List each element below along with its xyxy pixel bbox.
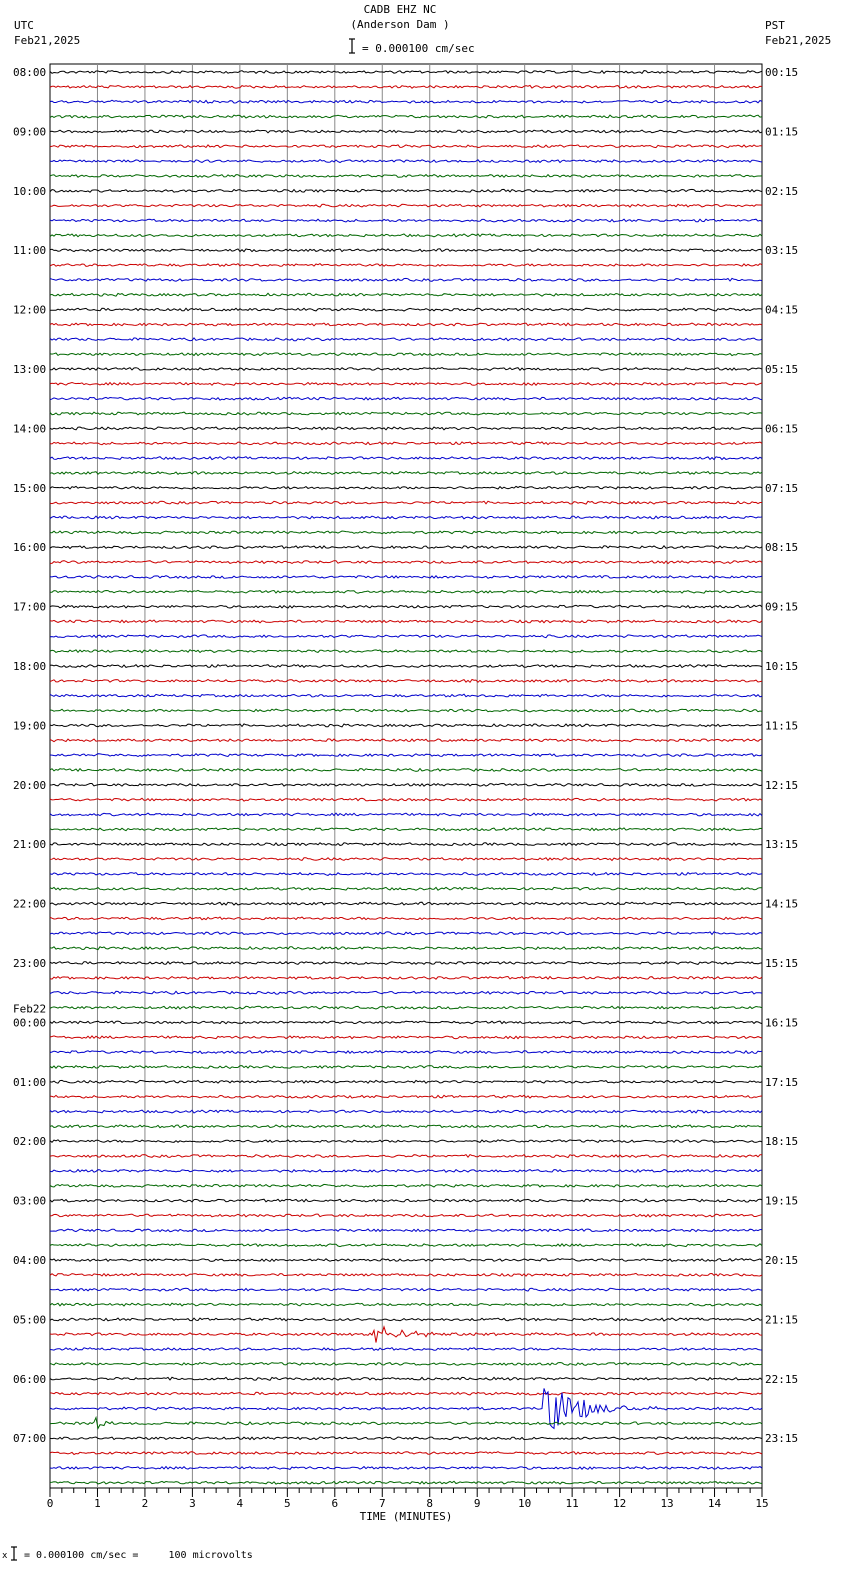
footer-x-marker: x: [2, 1551, 8, 1561]
x-tick-label: 5: [284, 1497, 291, 1510]
right-hour-label: 03:15: [765, 244, 799, 258]
trace-line: [50, 1006, 762, 1009]
left-hour-label: 20:00: [13, 778, 47, 792]
trace-line: [50, 650, 762, 653]
left-hour-label: 07:00: [13, 1432, 47, 1446]
right-hour-label: 00:15: [765, 66, 799, 79]
trace-line: [50, 754, 762, 757]
trace-line: [50, 278, 762, 281]
x-tick-label: 1: [94, 1497, 101, 1510]
trace-line: [50, 1273, 762, 1276]
right-hour-label: 12:15: [765, 778, 799, 792]
plot-grid: [50, 64, 762, 1497]
scale-text: = 0.000100 cm/sec: [362, 42, 475, 55]
x-tick-label: 8: [426, 1497, 434, 1510]
trace-line: [50, 694, 762, 697]
x-tick-label: 9: [473, 1497, 481, 1510]
trace-line: [50, 264, 762, 267]
trace-line: [50, 1437, 762, 1440]
right-timezone: PST: [765, 19, 785, 32]
trace-line: [50, 308, 762, 311]
trace-line: [50, 1244, 762, 1247]
trace-line: [50, 873, 762, 876]
trace-line: [50, 397, 762, 400]
left-timezone: UTC: [14, 19, 34, 32]
right-hour-label: 09:15: [765, 600, 799, 614]
right-date: Feb21,2025: [765, 34, 832, 47]
trace-line: [50, 1199, 762, 1202]
trace-line: [50, 813, 762, 816]
right-hour-label: 14:15: [765, 897, 799, 911]
trace-line: [50, 724, 762, 727]
trace-line: [50, 189, 762, 192]
trace-line: [50, 338, 762, 341]
left-hour-label: 11:00: [13, 244, 47, 258]
left-hour-label: 13:00: [13, 363, 47, 376]
trace-line: [50, 784, 762, 787]
left-hour-label: 18:00: [13, 660, 47, 673]
trace-line: [50, 605, 762, 608]
trace-line: [50, 962, 762, 965]
left-hour-label: 23:00: [13, 957, 47, 970]
x-tick-label: 10: [518, 1497, 532, 1510]
trace-line: [50, 887, 762, 890]
trace-line: [50, 1363, 762, 1366]
left-hour-label: 15:00: [13, 481, 47, 495]
trace-line: [50, 501, 762, 504]
x-tick-label: 0: [46, 1497, 54, 1510]
trace-line: [50, 1452, 762, 1455]
right-hour-label: 08:15: [765, 541, 799, 555]
trace-line: [50, 576, 762, 579]
trace-line: [50, 1259, 762, 1262]
left-hour-label: 12:00: [13, 303, 47, 317]
trace-line: [50, 1377, 762, 1380]
trace-line: [50, 204, 762, 207]
trace-line: [50, 739, 762, 742]
trace-line: [50, 145, 762, 148]
left-hour-label: 01:00: [13, 1075, 47, 1089]
trace-line: [50, 546, 762, 549]
trace-line: [50, 1418, 762, 1429]
right-hour-label: 11:15: [765, 719, 799, 733]
trace-line: [50, 1327, 762, 1343]
trace-line: [50, 457, 762, 460]
trace-line: [50, 234, 762, 237]
right-hour-label: 20:15: [765, 1254, 799, 1267]
right-hour-label: 10:15: [765, 660, 799, 673]
x-tick-label: 3: [189, 1497, 196, 1510]
right-hour-label: 21:15: [765, 1313, 799, 1327]
trace-line: [50, 427, 762, 430]
trace-line: [50, 442, 762, 445]
trace-line: [50, 249, 762, 252]
station-location: (Anderson Dam ): [350, 18, 450, 31]
trace-line: [50, 412, 762, 415]
right-hour-label: 17:15: [765, 1075, 799, 1089]
trace-line: [50, 843, 762, 846]
trace-line: [50, 368, 762, 371]
trace-line: [50, 1110, 762, 1113]
trace-line: [50, 917, 762, 920]
trace-line: [50, 85, 762, 88]
trace-line: [50, 620, 762, 623]
right-hour-label: 18:15: [765, 1135, 799, 1149]
trace-line: [50, 472, 762, 475]
left-hour-label: 14:00: [13, 422, 47, 436]
trace-line: [50, 1467, 762, 1470]
trace-line: [50, 1214, 762, 1217]
right-hour-label: 16:15: [765, 1016, 799, 1030]
left-hour-label: 06:00: [13, 1372, 47, 1386]
x-tick-label: 15: [755, 1497, 769, 1510]
x-tick-label: 12: [612, 1497, 627, 1510]
trace-line: [50, 828, 762, 831]
trace-line: [50, 991, 762, 994]
trace-line: [50, 769, 762, 772]
trace-line: [50, 71, 762, 74]
x-tick-label: 7: [378, 1497, 386, 1510]
trace-line: [50, 1348, 762, 1351]
trace-line: [50, 1140, 762, 1143]
trace-line: [50, 531, 762, 534]
trace-line: [50, 932, 762, 935]
trace-line: [50, 1095, 762, 1098]
left-hour-label: 08:00: [13, 66, 47, 79]
left-hour-label: 02:00: [13, 1135, 47, 1149]
trace-line: [50, 709, 762, 712]
right-hour-label: 23:15: [765, 1432, 799, 1446]
trace-line: [50, 665, 762, 668]
right-hour-label: 06:15: [765, 422, 799, 436]
trace-line: [50, 1229, 762, 1232]
x-tick-label: 11: [565, 1497, 579, 1510]
trace-line: [50, 323, 762, 326]
trace-group: [50, 71, 762, 1485]
left-date: Feb21,2025: [14, 34, 81, 47]
x-tick-label: 13: [660, 1497, 674, 1510]
trace-line: [50, 160, 762, 163]
trace-line: [50, 977, 762, 980]
trace-line: [50, 1051, 762, 1054]
left-hour-label: 09:00: [13, 125, 47, 139]
trace-line: [50, 1318, 762, 1321]
trace-line: [50, 1125, 762, 1128]
trace-line: [50, 1155, 762, 1158]
trace-line: [50, 1021, 762, 1024]
trace-line: [50, 1392, 762, 1395]
right-hour-label: 02:15: [765, 184, 799, 198]
trace-line: [50, 1036, 762, 1039]
left-hour-label: 00:00: [13, 1016, 47, 1030]
right-hour-label: 07:15: [765, 481, 799, 495]
trace-line: [50, 798, 762, 801]
trace-line: [50, 1303, 762, 1306]
left-hour-label: 10:00: [13, 184, 47, 198]
date-change-label: Feb22: [13, 1002, 47, 1016]
trace-line: [50, 219, 762, 222]
trace-line: [50, 516, 762, 519]
footer-scale-text: = 0.000100 cm/sec = 100 microvolts: [24, 1550, 253, 1561]
trace-line: [50, 561, 762, 564]
left-hour-label: 22:00: [13, 897, 47, 911]
trace-line: [50, 590, 762, 593]
trace-line: [50, 1170, 762, 1173]
right-hour-label: 04:15: [765, 303, 799, 317]
trace-line: [50, 1066, 762, 1069]
trace-line: [50, 100, 762, 103]
right-hour-label: 01:15: [765, 125, 799, 139]
trace-line: [50, 902, 762, 905]
right-hour-label: 15:15: [765, 957, 799, 970]
left-hour-label: 16:00: [13, 541, 47, 555]
trace-line: [50, 175, 762, 178]
trace-line: [50, 635, 762, 638]
left-hour-label: 05:00: [13, 1313, 47, 1327]
trace-line: [50, 130, 762, 133]
trace-line: [50, 947, 762, 950]
trace-line: [50, 383, 762, 386]
trace-line: [50, 1288, 762, 1291]
trace-line: [50, 679, 762, 682]
left-hour-label: 04:00: [13, 1254, 47, 1267]
right-hour-label: 05:15: [765, 363, 799, 376]
right-hour-label: 22:15: [765, 1372, 799, 1386]
x-tick-label: 4: [236, 1497, 244, 1510]
trace-line: [50, 486, 762, 489]
right-hour-label: 19:15: [765, 1194, 799, 1208]
x-tick-label: 2: [141, 1497, 149, 1510]
left-hour-label: 03:00: [13, 1194, 47, 1208]
station-title: CADB EHZ NC: [363, 3, 437, 16]
trace-line: [50, 293, 762, 296]
left-hour-label: 19:00: [13, 719, 47, 733]
left-hour-label: 17:00: [13, 600, 47, 614]
trace-line: [50, 1080, 762, 1083]
trace-line: [50, 353, 762, 356]
x-tick-label: 14: [707, 1497, 722, 1510]
trace-line: [50, 1184, 762, 1187]
x-tick-label: 6: [331, 1497, 339, 1510]
trace-line: [50, 1481, 762, 1484]
right-hour-label: 13:15: [765, 838, 799, 852]
x-axis-label: TIME (MINUTES): [359, 1510, 453, 1523]
left-hour-label: 21:00: [13, 838, 47, 852]
trace-line: [50, 115, 762, 118]
trace-line: [50, 858, 762, 861]
